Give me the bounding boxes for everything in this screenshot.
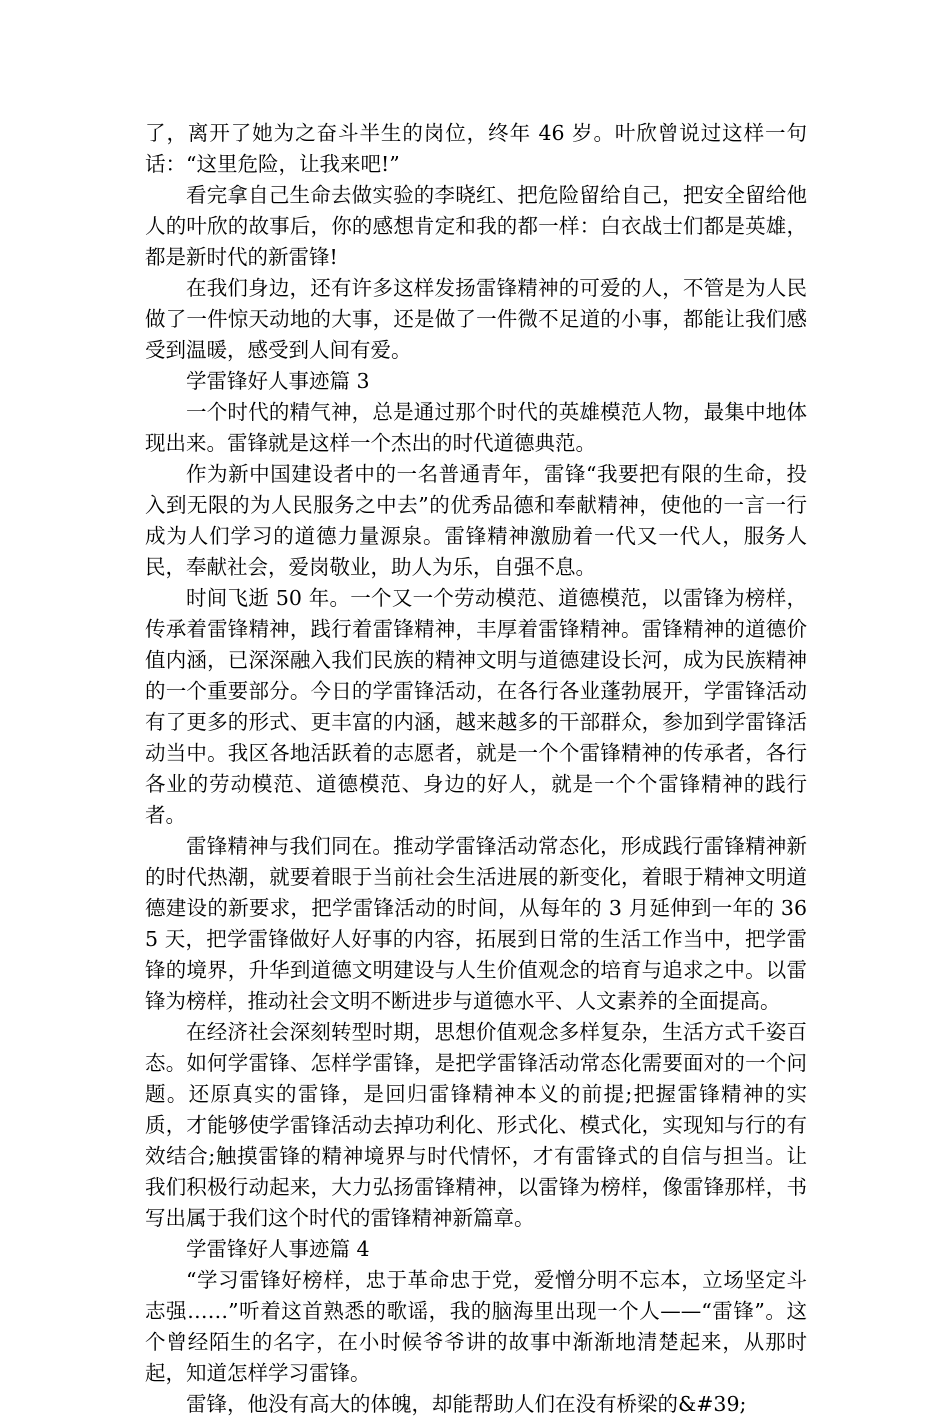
paragraph: 一个时代的精气神，总是通过那个时代的英雄模范人物，最集中地体现出来。雷锋就是这样一个杰出的时代道德典范。 <box>145 400 807 455</box>
paragraph: “学习雷锋好榜样，忠于革命忠于党，爱憎分明不忘本，立场坚定斗志强……”听着这首熟悉的歌谣，我的脑海里出现一个人——“雷锋”。这个曾经陌生的名字，在小时候爷爷讲的故事中渐渐地清楚起来，从那时起，知道怎样学习雷锋。 <box>145 1268 807 1385</box>
paragraph-truncated: 雷锋，他没有高大的体魄，却能帮助人们在没有桥梁的&#39; <box>186 1392 747 1416</box>
paragraph: 雷锋精神与我们同在。推动学雷锋活动常态化，形成践行雷锋精神新的时代热潮，就要着眼于当前社会生活进展的新变化，着眼于精神文明道德建设的新要求，把学雷锋活动的时间，从每年的 3 月延伸到一年的 365 天，把学雷锋做好人好事的内容，拓展到日常的生活工作当中，把学雷锋的境界，升华到道德文明建设与人生价值观念的培育与追求之中。以雷锋为榜样，推动社会文明不断进步与道德水平、人文素养的全面提高。 <box>145 834 807 1013</box>
paragraph: 时间飞逝 50 年。一个又一个劳动模范、道德模范，以雷锋为榜样，传承着雷锋精神，践行着雷锋精神，丰厚着雷锋精神。雷锋精神的道德价值内涵，已深深融入我们民族的精神文明与道德建设长河，成为民族精神的一个重要部分。今日的学雷锋活动，在各行各业蓬勃展开，学雷锋活动有了更多的形式、更丰富的内涵，越来越多的干部群众，参加到学雷锋活动当中。我区各地活跃着的志愿者，就是一个个雷锋精神的传承者，各行各业的劳动模范、道德模范、身边的好人，就是一个个雷锋精神的践行者。 <box>145 586 807 827</box>
paragraph: 在我们身边，还有许多这样发扬雷锋精神的可爱的人，不管是为人民做了一件惊天动地的大事，还是做了一件微不足道的小事，都能让我们感受到温暖，感受到人间有爱。 <box>145 276 807 362</box>
section-heading-4: 学雷锋好人事迹篇 4 <box>186 1237 370 1261</box>
paragraph: 在经济社会深刻转型时期，思想价值观念多样复杂，生活方式千姿百态。如何学雷锋、怎样学雷锋，是把学雷锋活动常态化需要面对的一个问题。还原真实的雷锋，是回归雷锋精神本义的前提;把握雷锋精神的实质，才能够使学雷锋活动去掉功利化、形式化、模式化，实现知与行的有效结合;触摸雷锋的精神境界与时代情怀，才有雷锋式的自信与担当。让我们积极行动起来，大力弘扬雷锋精神，以雷锋为榜样，像雷锋那样，书写出属于我们这个时代的雷锋精神新篇章。 <box>145 1020 807 1230</box>
section-heading-3: 学雷锋好人事迹篇 3 <box>186 369 370 393</box>
paragraph: 作为新中国建设者中的一名普通青年，雷锋“我要把有限的生命，投入到无限的为人民服务之中去”的优秀品德和奉献精神，使他的一言一行成为人们学习的道德力量源泉。雷锋精神激励着一代又一代人，服务人民，奉献社会，爱岗敬业，助人为乐，自强不息。 <box>145 462 807 579</box>
document-body <box>145 118 807 1420</box>
paragraph: 看完拿自己生命去做实验的李晓红、把危险留给自己，把安全留给他人的叶欣的故事后，你的感想肯定和我的都一样：白衣战士们都是英雄，都是新时代的新雷锋! <box>145 183 807 269</box>
paragraph-continued: 了，离开了她为之奋斗半生的岗位，终年 46 岁。叶欣曾说过这样一句话：“这里危险，让我来吧!” <box>145 121 807 176</box>
